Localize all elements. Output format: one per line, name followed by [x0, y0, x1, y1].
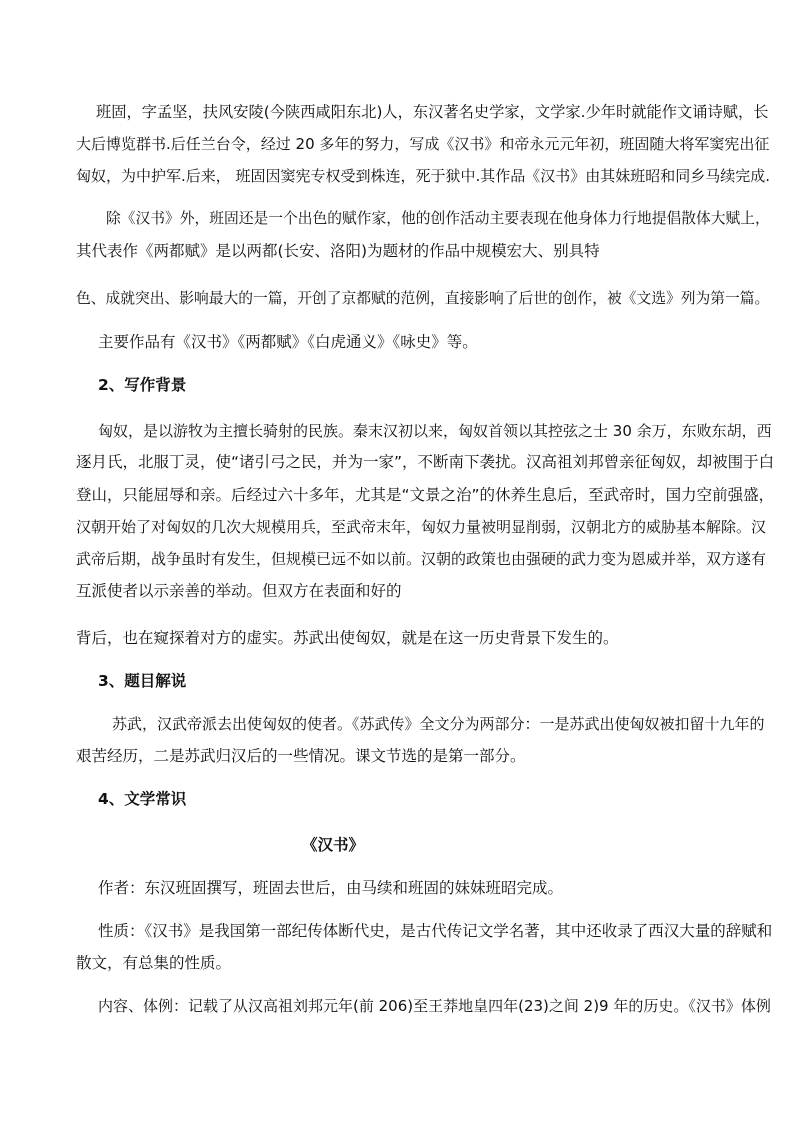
text-line: 除《汉书》外，班固还是一个出色的赋作家，他的创作活动主要表现在他身体力行地提倡散体大赋上， — [106, 210, 770, 227]
text-line: 互派使者以示亲善的举动。但双方在表面和好的 — [76, 582, 402, 600]
text-line: 色、成就突出、影响最大的一篇，开创了京都赋的范例，直接影响了后世的创作，被《文选》列为第一篇。 — [76, 290, 770, 307]
text-line: 匈奴，为中护军.后来， 班固因窦宪专权受到株连，死于狱中.其作品《汉书》由其妹班昭和同乡马续完成. — [76, 167, 771, 185]
text-line: 背后，也在窥探着对方的虚实。苏武出使匈奴，就是在这一历史背景下发生的。 — [76, 629, 619, 647]
section-heading: 2、写作背景 — [98, 376, 187, 394]
text-line: 作者：东汉班固撰写，班固去世后，由马续和班固的妹妹班昭完成。 — [98, 879, 564, 897]
book-title: 《汉书》 — [302, 836, 365, 854]
text-line: 内容、体例：记载了从汉高祖刘邦元年(前 206)至王莽地皇四年(23)之间 2)9 年的历史。《汉书》体例 — [98, 997, 771, 1015]
text-line: 班固，字孟坚，扶风安陵(今陕西咸阳东北)人，东汉著名史学家，文学家.少年时就能作文诵诗赋，长 — [96, 103, 769, 121]
text-line: 登山，只能屈辱和亲。后经过六十多年，尤其是“文景之治”的休养生息后，至武帝时，国力空前强盛， — [76, 486, 775, 504]
text-line: 散文，有总集的性质。 — [76, 954, 232, 972]
section-heading: 4、文学常识 — [98, 790, 187, 808]
text-line: 其代表作《两都赋》是以两都(长安、洛阳)为题材的作品中规模宏大、别具特 — [76, 242, 600, 260]
text-line: 艰苦经历，二是苏武归汉后的一些情况。课文节选的是第一部分。 — [76, 747, 526, 765]
text-line: 武帝后期，战争虽时有发生，但规模已远不如以前。汉朝的政策也由强硬的武力变为恩威并举，双方遂有 — [76, 550, 767, 568]
text-line: 匈奴，是以游牧为主擅长骑射的民族。秦末汉初以来，匈奴首领以其控弦之士 30 余万，东败东胡，西 — [98, 422, 772, 440]
text-line: 主要作品有《汉书》《两都赋》《白虎通义》《咏史》等。 — [98, 333, 478, 351]
text-line: 逐月氏，北服丁灵，使“诸引弓之民，并为一家”，不断南下袭扰。汉高祖刘邦曾亲征匈奴，却被围于白 — [76, 453, 775, 471]
text-line: 苏武，汉武帝派去出使匈奴的使者。《苏武传》全文分为两部分：一是苏武出使匈奴被扣留十九年的 — [112, 715, 765, 733]
text-line: 汉朝开始了对匈奴的几次大规模用兵，至武帝末年，匈奴力量被明显削弱，汉朝北方的威胁基本解除。汉 — [76, 518, 767, 536]
text-line: 大后博览群书.后任兰台令，经过 20 多年的努力，写成《汉书》和帝永元元年初，班固随大将军窦宪出征 — [76, 135, 770, 153]
section-heading: 3、题目解说 — [98, 672, 187, 690]
text-line: 性质：《汉书》是我国第一部纪传体断代史，是古代传记文学名著，其中还收录了西汉大量的辞赋和 — [98, 922, 773, 940]
